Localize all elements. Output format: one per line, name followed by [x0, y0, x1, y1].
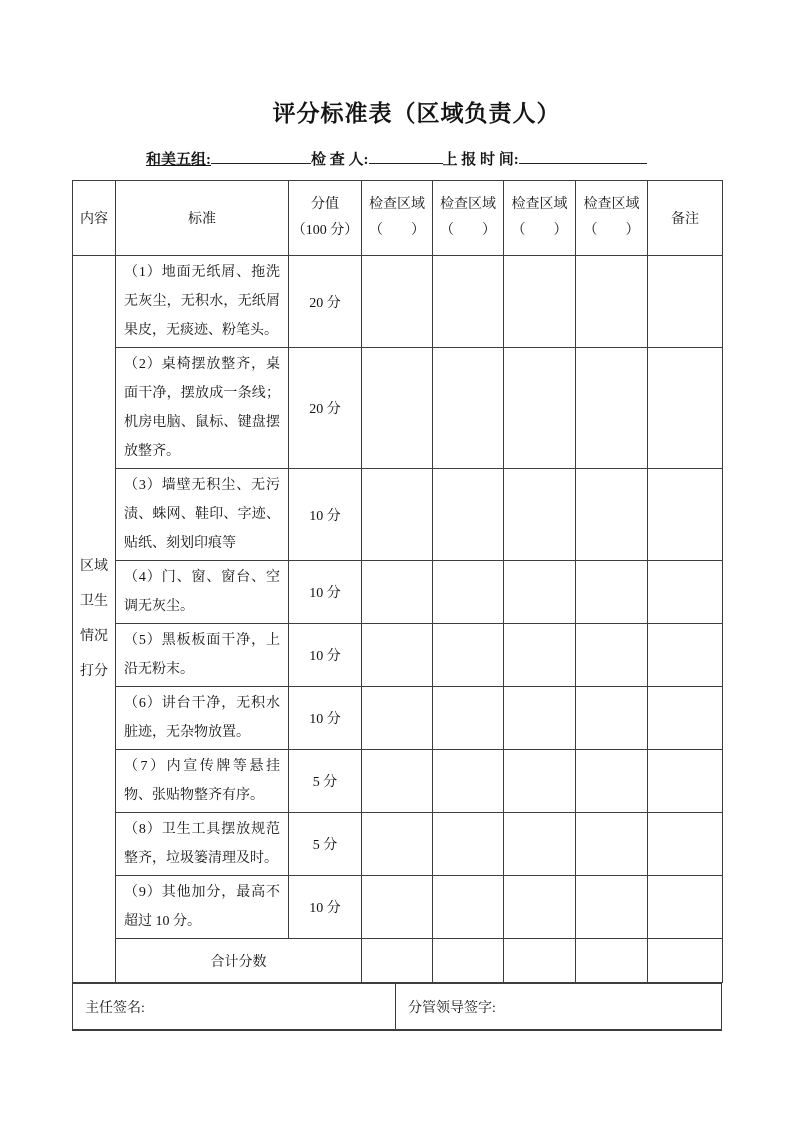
standard-cell: （4）门、窗、窗台、空调无灰尘。 [116, 561, 289, 624]
check-area-paren: （ ） [583, 223, 640, 238]
remark-cell [648, 939, 723, 983]
check-area-label: 检查区域 [440, 197, 496, 212]
standard-cell: （7）内宣传牌等悬挂物、张贴物整齐有序。 [116, 750, 289, 813]
check-score-cell [504, 348, 576, 469]
table-row-3 [73, 469, 723, 561]
score-cell: 20 分 [289, 348, 362, 469]
check-score-cell [576, 813, 648, 876]
remark-cell [648, 469, 723, 561]
table-row-7 [73, 750, 723, 813]
remark-cell [648, 687, 723, 750]
check-score-cell [576, 348, 648, 469]
remark-cell [648, 876, 723, 939]
remark-cell [648, 624, 723, 687]
check-score-cell [362, 561, 433, 624]
group-name-label: 和美五组: [146, 152, 211, 168]
check-score-cell [504, 813, 576, 876]
check-score-cell [362, 813, 433, 876]
header-remark: 备注 [648, 181, 723, 256]
standard-cell: （9）其他加分，最高不超过 10 分。 [116, 876, 289, 939]
check-score-cell [362, 939, 433, 983]
standard-cell: （5）黑板板面干净，上沿无粉末。 [116, 624, 289, 687]
score-cell: 10 分 [289, 561, 362, 624]
check-area-paren: （ ） [440, 223, 496, 238]
header-content: 内容 [73, 181, 116, 256]
header-score-line1: 分值 [311, 197, 339, 212]
table-header-row [73, 181, 723, 256]
table-row-2 [73, 348, 723, 469]
table-row-9 [73, 876, 723, 939]
header-standard: 标准 [116, 181, 289, 256]
check-score-cell [433, 876, 504, 939]
score-cell: 5 分 [289, 813, 362, 876]
table-row-6 [73, 687, 723, 750]
score-standard-table [72, 180, 723, 983]
remark-cell [648, 813, 723, 876]
report-time-blank-field [519, 148, 647, 164]
group-blank-field [211, 148, 311, 164]
check-score-cell [362, 469, 433, 561]
standard-cell: （1）地面无纸屑、拖洗无灰尘，无积水，无纸屑果皮，无痰迹、粉笔头。 [116, 256, 289, 348]
score-cell: 20 分 [289, 256, 362, 348]
leader-signature-label: 分管领导签字: [408, 1000, 496, 1016]
check-score-cell [433, 750, 504, 813]
check-score-cell [433, 348, 504, 469]
score-cell: 5 分 [289, 750, 362, 813]
total-score-label: 合计分数 [116, 939, 362, 983]
header-score-line2: （100 分） [291, 223, 359, 238]
check-score-cell [504, 687, 576, 750]
remark-cell [648, 750, 723, 813]
content-label-line: 情况 [80, 629, 108, 644]
check-score-cell [433, 256, 504, 348]
header-check-area-2 [433, 181, 504, 256]
check-score-cell [362, 624, 433, 687]
check-score-cell [362, 687, 433, 750]
report-time-label: 上 报 时 间: [442, 152, 519, 168]
header-check-area-1 [362, 181, 433, 256]
content-category-cell [73, 256, 116, 983]
remark-cell [648, 348, 723, 469]
check-score-cell [362, 750, 433, 813]
score-cell: 10 分 [289, 876, 362, 939]
remark-cell [648, 256, 723, 348]
inspector-label: 检 查 人: [311, 152, 369, 168]
header-check-area-4 [576, 181, 648, 256]
check-score-cell [504, 939, 576, 983]
check-area-label: 检查区域 [511, 197, 568, 212]
standard-cell: （8）卫生工具摆放规范整齐，垃圾篓清理及时。 [116, 813, 289, 876]
score-cell: 10 分 [289, 624, 362, 687]
check-score-cell [362, 256, 433, 348]
standard-cell: （6）讲台干净，无积水脏迹，无杂物放置。 [116, 687, 289, 750]
check-score-cell [576, 624, 648, 687]
check-area-label: 检查区域 [583, 197, 640, 212]
header-check-area-3 [504, 181, 576, 256]
remark-cell [648, 561, 723, 624]
table-row-5 [73, 624, 723, 687]
check-score-cell [433, 939, 504, 983]
check-score-cell [504, 256, 576, 348]
inspector-blank-field [369, 148, 443, 164]
score-cell: 10 分 [289, 687, 362, 750]
check-score-cell [433, 469, 504, 561]
table-row-8 [73, 813, 723, 876]
header-score [289, 181, 362, 256]
signature-row [72, 982, 722, 1031]
standard-cell: （2）桌椅摆放整齐，桌面干净，摆放成一条线；机房电脑、鼠标、键盘摆放整齐。 [116, 348, 289, 469]
page-title: 评分标准表（区域负责人） [272, 100, 561, 126]
table-row-4 [73, 561, 723, 624]
check-score-cell [504, 876, 576, 939]
check-score-cell [433, 561, 504, 624]
director-signature-label: 主任签名: [85, 1000, 145, 1016]
check-score-cell [362, 348, 433, 469]
check-score-cell [576, 561, 648, 624]
check-score-cell [433, 687, 504, 750]
check-score-cell [576, 469, 648, 561]
content-label-line: 卫生 [80, 594, 108, 609]
table-row-1 [73, 256, 723, 348]
check-score-cell [504, 750, 576, 813]
check-score-cell [433, 813, 504, 876]
check-score-cell [362, 876, 433, 939]
check-score-cell [576, 750, 648, 813]
check-score-cell [504, 469, 576, 561]
check-score-cell [576, 939, 648, 983]
check-area-paren: （ ） [369, 223, 425, 238]
check-score-cell [576, 256, 648, 348]
check-score-cell [504, 561, 576, 624]
director-signature-cell [73, 984, 396, 1029]
check-score-cell [576, 687, 648, 750]
leader-signature-cell [396, 984, 721, 1029]
score-cell: 10 分 [289, 469, 362, 561]
info-line [146, 148, 793, 170]
content-label-line: 打分 [80, 664, 108, 679]
check-score-cell [433, 624, 504, 687]
content-label-line: 区域 [80, 559, 108, 574]
standard-cell: （3）墙壁无积尘、无污渍、蛛网、鞋印、字迹、贴纸、刻划印痕等 [116, 469, 289, 561]
check-score-cell [504, 624, 576, 687]
check-score-cell [576, 876, 648, 939]
total-score-row [73, 939, 723, 983]
check-area-paren: （ ） [511, 223, 568, 238]
check-area-label: 检查区域 [369, 197, 425, 212]
